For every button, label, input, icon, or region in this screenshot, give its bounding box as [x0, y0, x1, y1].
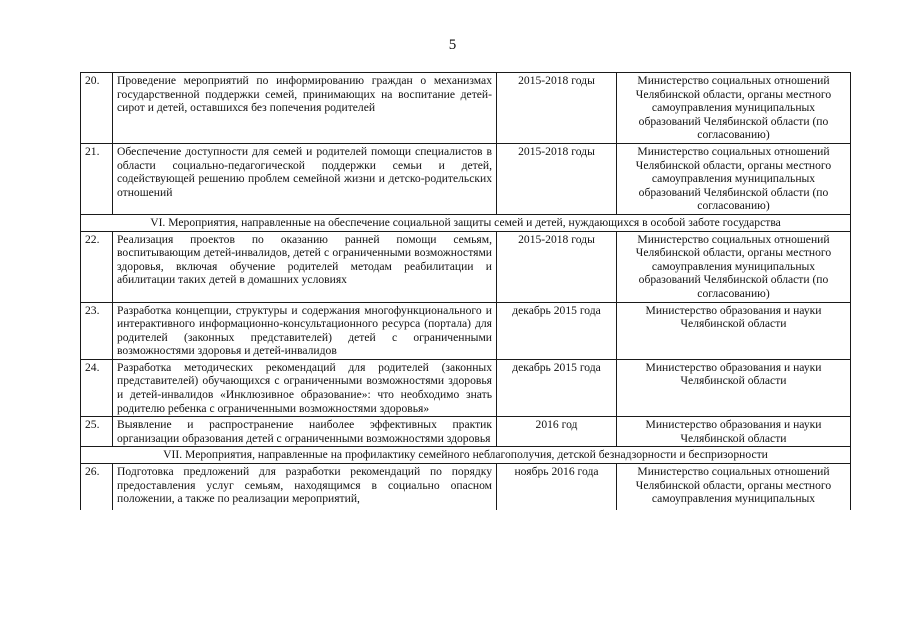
row-number: 25. — [81, 417, 113, 447]
term-cell: ноябрь 2016 года — [497, 464, 617, 511]
responsible-cell: Министерство социальных отношений Челябинской области, органы местного самоуправления муниципальных образований Челябинской области (по согласованию) — [617, 143, 851, 214]
row-number: 22. — [81, 231, 113, 302]
row-number: 20. — [81, 73, 113, 144]
responsible-cell: Министерство образования и науки Челябинской области — [617, 417, 851, 447]
term-cell: 2015-2018 годы — [497, 231, 617, 302]
activity-cell: Выявление и распространение наиболее эффективных практик организации образования детей с ограниченными возможностями здоровья — [113, 417, 497, 447]
page-number: 5 — [448, 37, 457, 53]
section-heading-vii: VII. Мероприятия, направленные на профилактику семейного неблагополучия, детской безнадзорности и беспризорности — [81, 447, 851, 464]
responsible-cell: Министерство социальных отношений Челябинской области, органы местного самоуправления муниципальных — [617, 464, 851, 511]
term-cell: декабрь 2015 года — [497, 359, 617, 416]
responsible-cell: Министерство образования и науки Челябинской области — [617, 359, 851, 416]
activity-cell: Проведение мероприятий по информированию граждан о механизмах государственной поддержки семей, принимающих на воспитание детей-сирот и детей, оставшихся без попечения родителей — [113, 73, 497, 144]
activity-cell: Подготовка предложений для разработки рекомендаций по порядку предоставления услуг семьям, находящимся в социально опасном положении, а также по реализации мероприятий, — [113, 464, 497, 511]
activity-cell: Разработка методических рекомендаций для родителей (законных представителей) обучающихся с ограниченными возможностями здоровья и детей-инвалидов «Инклюзивное образование»: что необходимо знать родителю ребенка с ограниченными возможностями здоровья» — [113, 359, 497, 416]
table-row — [81, 359, 851, 416]
measures-table — [80, 72, 851, 510]
section-header-row — [81, 447, 851, 464]
table-row — [81, 417, 851, 447]
row-number: 26. — [81, 464, 113, 511]
activity-cell: Разработка концепции, структуры и содержания многофункционального и интерактивного информационно-консультационного ресурса (портала) для родителей (законных представителей) детей с ограниченными возможностями здоровья и детей-инвалидов — [113, 302, 497, 359]
section-header-row — [81, 214, 851, 231]
table-row — [81, 302, 851, 359]
row-number: 23. — [81, 302, 113, 359]
responsible-cell: Министерство социальных отношений Челябинской области, органы местного самоуправления муниципальных образований Челябинской области (по согласованию) — [617, 231, 851, 302]
section-heading-vi: VI. Мероприятия, направленные на обеспечение социальной защиты семей и детей, нуждающихся в особой заботе государства — [81, 214, 851, 231]
term-cell: 2015-2018 годы — [497, 143, 617, 214]
table-row — [81, 73, 851, 144]
term-cell: 2016 год — [497, 417, 617, 447]
term-cell: 2015-2018 годы — [497, 73, 617, 144]
activity-cell: Реализация проектов по оказанию ранней помощи семьям, воспитывающим детей-инвалидов, детей с ограниченными возможностями здоровья, включая обучение родителей методам реабилитации и абилитации таких детей в домашних условиях — [113, 231, 497, 302]
row-number: 24. — [81, 359, 113, 416]
responsible-cell: Министерство социальных отношений Челябинской области, органы местного самоуправления муниципальных образований Челябинской области (по согласованию) — [617, 73, 851, 144]
term-cell: декабрь 2015 года — [497, 302, 617, 359]
table-row — [81, 143, 851, 214]
table-row — [81, 231, 851, 302]
activity-cell: Обеспечение доступности для семей и родителей помощи специалистов в области социально-педагогической поддержки семьи и детей, содействующей решению проблем семейной жизни и детско-родительских отношений — [113, 143, 497, 214]
responsible-cell: Министерство образования и науки Челябинской области — [617, 302, 851, 359]
row-number: 21. — [81, 143, 113, 214]
table-row — [81, 464, 851, 511]
